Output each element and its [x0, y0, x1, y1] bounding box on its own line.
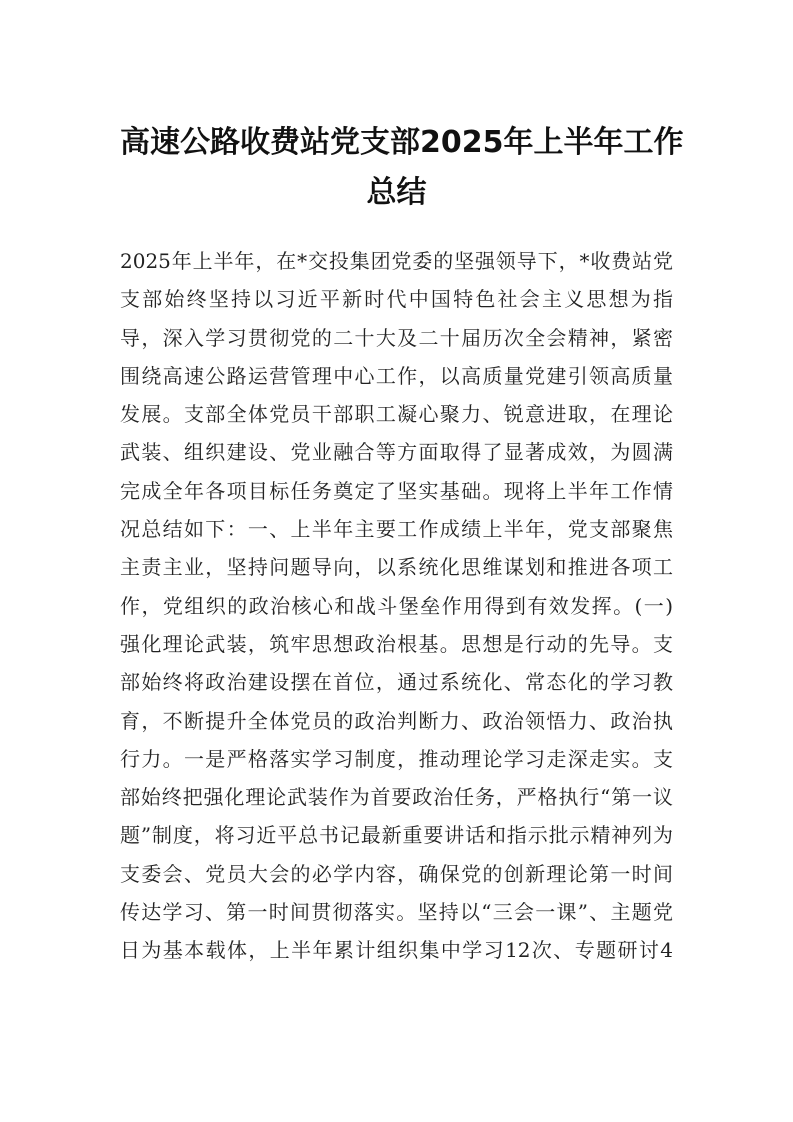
body-line: 导，深入学习贯彻党的二十大及二十届历次全会精神，紧密 — [120, 325, 673, 350]
title-line: 高速公路收费站党支部2025年上半年工作 — [120, 125, 684, 160]
body-line: 部始终将政治建设摆在首位，通过系统化、常态化的学习教 — [120, 670, 673, 695]
body-line: 2025年上半年，在*交投集团党委的坚强领导下，*收费站党 — [120, 249, 673, 273]
body-line: 传达学习、第一时间贯彻落实。坚持以“三会一课”、主题党 — [120, 900, 673, 925]
body-line: 完成全年各项目标任务奠定了坚实基础。现将上半年工作情 — [120, 478, 673, 503]
body-line: 支部始终坚持以习近平新时代中国特色社会主义思想为指 — [120, 287, 673, 312]
body-line: 况总结如下：一、上半年主要工作成绩上半年，党支部聚焦 — [120, 517, 673, 542]
body-line: 支委会、党员大会的必学内容，确保党的创新理论第一时间 — [120, 861, 673, 886]
body-line: 强化理论武装，筑牢思想政治根基。思想是行动的先导。支 — [120, 631, 673, 656]
document-title — [120, 118, 684, 218]
body-line: 育，不断提升全体党员的政治判断力、政治领悟力、政治执 — [120, 708, 673, 733]
body-line: 武装、组织建设、党业融合等方面取得了显著成效，为圆满 — [120, 440, 673, 465]
title-line: 总结 — [366, 175, 427, 210]
document-body — [120, 242, 673, 970]
body-line: 作，党组织的政治核心和战斗堡垒作用得到有效发挥。(一) — [120, 593, 673, 618]
body-line: 部始终把强化理论武装作为首要政治任务，严格执行“第一议 — [120, 785, 673, 810]
body-line: 题”制度，将习近平总书记最新重要讲话和指示批示精神列为 — [120, 823, 673, 848]
body-line: 日为基本载体，上半年累计组织集中学习12次、专题研讨4 — [120, 938, 673, 963]
body-line: 主责主业，坚持问题导向，以系统化思维谋划和推进各项工 — [120, 555, 673, 580]
body-line: 围绕高速公路运营管理中心工作，以高质量党建引领高质量 — [120, 363, 673, 388]
body-line: 发展。支部全体党员干部职工凝心聚力、锐意进取，在理论 — [120, 402, 673, 427]
body-line: 行力。一是严格落实学习制度，推动理论学习走深走实。支 — [120, 746, 673, 771]
